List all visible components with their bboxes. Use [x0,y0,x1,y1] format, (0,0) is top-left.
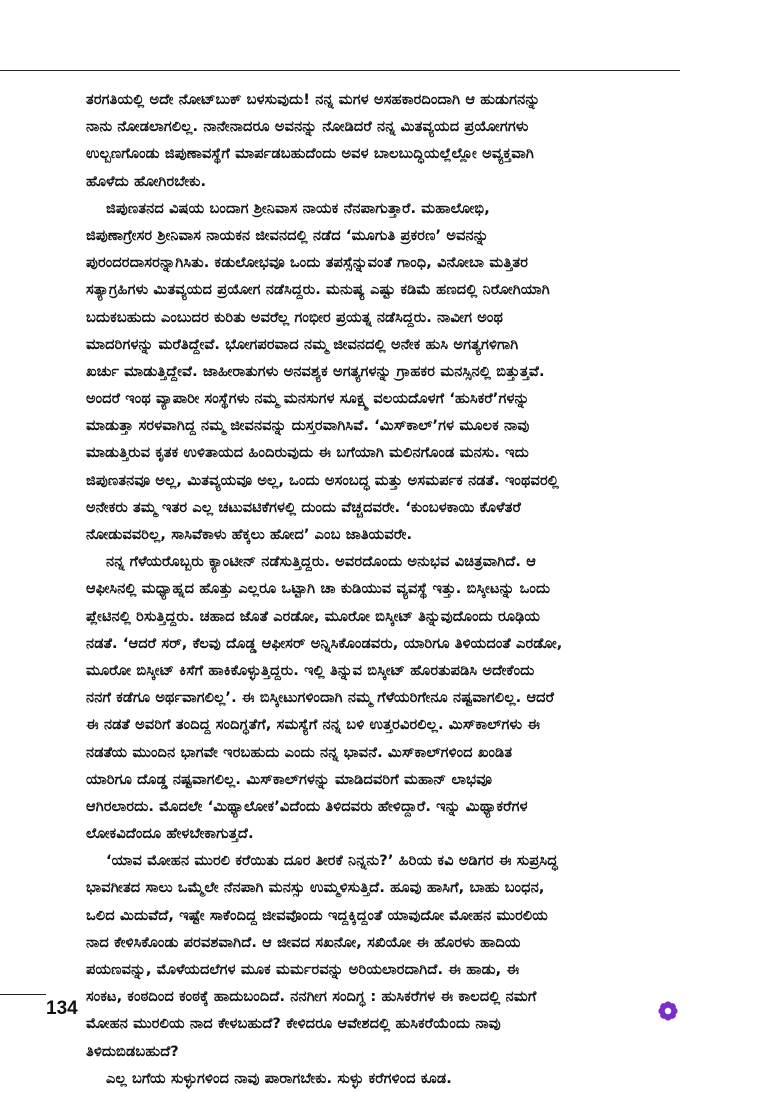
text-line: ನಡತೆ. ‘ಆದರೆ ಸರ್, ಕೆಲವು ದೊಡ್ಡ ಆಫೀಸರ್ ಅನ್ನಿಸಿಕೊಂಡವರು, ಯಾರಿಗೂ ತಿಳಿಯದಂತೆ ಎರಡೋ, [86,634,563,652]
paragraph [86,548,676,847]
text-line: ಉಲ್ಬಣಗೊಂಡು ಜಿಪುಣಾವಸ್ಥೆಗೆ ಮಾರ್ಪಡಬಹುದೆಂದು ಅವಳ ಬಾಲಬುದ್ಧಿಯಲ್ಲೆಲ್ಲೋ ಅವ್ಯಕ್ತವಾಗಿ [86,145,534,163]
text-line: ಪುರಂದರದಾಸರನ್ನಾಗಿಸಿತು. ಕಡುಲೋಭವೂ ಒಂದು ತಪಸ್ಸೆನ್ನುವಂತೆ ಗಾಂಧಿ, ವಿನೋಬಾ ಮತ್ತಿತರ [86,254,529,272]
text-line: ಅನೇಕರು ತಮ್ಮ ಇತರ ಎಲ್ಲ ಚಟುವಟಿಕೆಗಳಲ್ಲಿ ದುಂದು ವೆಚ್ಚದವರೇ. ‘ಕುಂಬಳಕಾಯಿ ಕೊಳೆತರೆ [86,498,521,516]
paragraph [86,847,676,1065]
text-line: ಜಿಪುಣತನದ ವಿಷಯ ಬಂದಾಗ ಶ್ರೀನಿವಾಸ ನಾಯಕ ನೆನಪಾಗುತ್ತಾರೆ. ಮಹಾಲೋಭಿ, [106,199,490,217]
footer-rule [0,994,46,995]
text-line: ಯಾರಿಗೂ ದೊಡ್ಡ ನಷ್ಟವಾಗಲಿಲ್ಲ. ಮಿಸ್‌ಕಾಲ್‌ಗಳನ್ನು ಮಾಡಿದವರಿಗೆ ಮಹಾನ್ ಲಾಭವೂ [86,770,493,788]
text-line: ಈ ನಡತೆ ಅವರಿಗೆ ತಂದಿದ್ದ ಸಂದಿಗ್ಧತೆಗೆ, ಸಮಸ್ಯೆಗೆ ನನ್ನ ಬಳಿ ಉತ್ತರವಿರಲಿಲ್ಲ. ಮಿಸ್‌ಕಾಲ್‌ಗಳು ಈ [86,716,541,734]
text-line: ಎಲ್ಲ ಬಗೆಯ ಸುಳ್ಳುಗಳಿಂದ ನಾವು ಪಾರಾಗಬೇಕು. ಸುಳ್ಳು ಕರೆಗಳಿಂದ ಕೂಡ. [106,1069,452,1087]
text-line: ಭಾವಗೀತದ ಸಾಲು ಒಮ್ಮೆಲೇ ನೆನಪಾಗಿ ಮನಸ್ಸು ಉಮ್ಮಳಿಸುತ್ತಿದೆ. ಹೂವು ಹಾಸಿಗೆ, ಬಾಹು ಬಂಧನ, [86,879,545,897]
text-line: ತರಗತಿಯಲ್ಲಿ ಅದೇ ನೋಟ್‌ಬುಕ್ ಬಳಸುವುದು! ನನ್ನ ಮಗಳ ಅಸಹಕಾರದಿಂದಾಗಿ ಆ ಹುಡುಗನನ್ನು [86,91,541,108]
text-line: ಮೂರೋ ಬಿಸ್ಕೀಟ್ ಕಿಸೆಗೆ ಹಾಕಿಕೊಳ್ಳುತ್ತಿದ್ದರು. ಇಲ್ಲಿ ತಿನ್ನುವ ಬಿಸ್ಕೀಟ್ ಹೊರತುಪಡಿಸಿ ಅದೇಕೆಂದು [86,661,535,679]
header-rule [0,70,680,71]
paragraph [86,1065,676,1092]
text-line: ನೋಡುವವರಿಲ್ಲ, ಸಾಸಿವೆಕಾಳು ಹೆಕ್ಕಲು ಹೋದ’ ಎಂಬ ಜಾತಿಯವರೇ. [86,526,413,543]
text-line: ನಡತೆಯ ಮುಂದಿನ ಭಾಗವೇ ಇರಬಹುದು ಎಂದು ನನ್ನ ಭಾವನೆ. ಮಿಸ್‌ಕಾಲ್‌ಗಳಿಂದ ಖಂಡಿತ [86,743,513,761]
text-line: ಜಿಪುಣಾಗ್ರೇಸರ ಶ್ರೀನಿವಾಸ ನಾಯಕನ ಜೀವನದಲ್ಲಿ ನಡೆದ ‘ಮೂಗುತಿ ಪ್ರಕರಣ’ ಅವನನ್ನು [86,226,489,244]
text-line: ನನಗೆ ಕಡೆಗೂ ಅರ್ಥವಾಗಲಿಲ್ಲ’. ಈ ಬಿಸ್ಕೀಟುಗಳಿಂದಾಗಿ ನಮ್ಮ ಗೆಳೆಯರಿಗೇನೂ ನಷ್ಟವಾಗಲಿಲ್ಲ. ಆದರೆ [86,689,555,707]
text-line: ಮಾದರಿಗಳನ್ನು ಮರೆತಿದ್ದೇವೆ. ಭೋಗಪರವಾದ ನಮ್ಮ ಜೀವನದಲ್ಲಿ ಅನೇಕ ಹುಸಿ ಅಗತ್ಯಗಳಿಗಾಗಿ [86,335,519,353]
page-number: 134 [46,998,78,1019]
text-line: ಮಾಡುತ್ತಾ ಸರಳವಾಗಿದ್ದ ನಮ್ಮ ಜೀವನವನ್ನು ದುಸ್ತರವಾಗಿಸಿವೆ. ‘ಮಿಸ್‌ಕಾಲ್’ಗಳ ಮೂಲಕ ನಾವು [86,417,530,435]
article-body [86,86,676,1092]
text-line: ಒಲಿದ ಮಿದುವೆದೆ, ಇಷ್ಟೇ ಸಾಕೆಂದಿದ್ದ ಜೀವವೊಂದು ಇದ್ದಕ್ಕಿದ್ದಂತೆ ಯಾವುದೋ ಮೋಹನ ಮುರಲಿಯ [86,906,549,924]
text-line: ನನ್ನ ಗೆಳೆಯರೊಬ್ಬರು ಕ್ಯಾಂಟೀನ್ ನಡೆಸುತ್ತಿದ್ದರು. ಅವರದೊಂದು ಅನುಭವ ವಿಚಿತ್ರವಾಗಿದೆ. ಆ [106,553,536,571]
text-line: ಪ್ಲೇಟಿನಲ್ಲಿ ರಿಸುತ್ತಿದ್ದರು. ಚಹಾದ ಜೊತೆ ಎರಡೋ, ಮೂರೋ ಬಿಸ್ಕೀಟ್ ತಿನ್ನುವುದೊಂದು ರೂಢಿಯ [86,607,541,625]
text-line: ಸತ್ಯಾಗ್ರಹಿಗಳು ಮಿತವ್ಯಯದ ಪ್ರಯೋಗ ನಡೆಸಿದ್ದರು. ಮನುಷ್ಯ ಎಷ್ಟು ಕಡಿಮೆ ಹಣದಲ್ಲಿ ನಿರೋಗಿಯಾಗಿ [86,281,550,299]
text-line: ಖರ್ಚು ಮಾಡುತ್ತಿದ್ದೇವೆ. ಜಾಹೀರಾತುಗಳು ಅನವಶ್ಯಕ ಅಗತ್ಯಗಳನ್ನು ಗ್ರಾಹಕರ ಮನಸ್ಸಿನಲ್ಲಿ ಬಿತ್ತುತ್ತವೆ. [86,362,545,380]
text-line: ತಿಳಿದುಬಿಡಬಹುದೆ? [86,1042,179,1060]
text-line: ಹೊಳೆದು ಹೋಗಿರಬೇಕು. [86,172,207,190]
paragraph [86,86,676,195]
text-line: ಅಂದರೆ ಇಂಥ ವ್ಯಾಪಾರೀ ಸಂಸ್ಥೆಗಳು ನಮ್ಮ ಮನಸುಗಳ ಸೂಕ್ಷ್ಮ ವಲಯದೊಳಗೆ ‘ಹುಸಿಕರೆ’ಗಳನ್ನು [86,390,530,408]
text-line: ಜಿಪುಣತನವೂ ಅಲ್ಲ, ಮಿತವ್ಯಯವೂ ಅಲ್ಲ, ಒಂದು ಅಸಂಬದ್ಧ ಮತ್ತು ಅಸಮರ್ಪಕ ನಡತೆ. ಇಂಥವರಲ್ಲಿ [86,471,559,489]
text-line: ಆಗಿರಲಾರದು. ಮೊದಲೇ ‘ಮಿಥ್ಯಾಲೋಕ’ವಿದೆಂದು ತಿಳಿದವರು ಹೇಳಿದ್ದಾರೆ. ಇನ್ನು ಮಿಥ್ಯಾಕರೆಗಳ [86,797,528,815]
text-line: ಪಯಣವನ್ನು, ಮೊಳೆಯದಲೆಗಳ ಮೂಕ ಮರ್ಮರವನ್ನು ಅರಿಯಲಾರದಾಗಿದೆ. ಈ ಹಾಡು, ಈ [86,961,520,978]
text-line: ಮೋಹನ ಮುರಲಿಯ ನಾದ ಕೇಳಬಹುದೆ? ಕೇಳಿದರೂ ಆವೇಶದಲ್ಲಿ ಹುಸಿಕರೆಯೆಂದು ನಾವು [86,1015,501,1033]
text-line: ‘ಯಾವ ಮೋಹನ ಮುರಲಿ ಕರೆಯಿತು ದೂರ ತೀರಕೆ ನಿನ್ನನು?’ ಹಿರಿಯ ಕವಿ ಅಡಿಗರ ಈ ಸುಪ್ರಸಿದ್ಧ [106,852,558,870]
text-line: ಮಾಡುತ್ತಿರುವ ಕೃತಕ ಉಳಿತಾಯದ ಹಿಂದಿರುವುದು ಈ ಬಗೆಯಾಗಿ ಮಲಿನಗೊಂಡ ಮನಸು. ಇದು [86,444,529,462]
text-line: ನಾದ ಕೇಳಿಸಿಕೊಂಡು ಪರವಶವಾಗಿದೆ. ಆ ಜೀವದ ಸಖನೋ, ಸಖಿಯೋ ಈ ಹೊರಳು ಹಾದಿಯ [86,933,521,951]
flower-icon [656,1000,680,1022]
paragraph [86,195,676,548]
text-line: ಬದುಕಬಹುದು ಎಂಬುದರ ಕುರಿತು ಅವರೆಲ್ಲ ಗಂಭೀರ ಪ್ರಯತ್ನ ನಡೆಸಿದ್ದರು. ನಾವೀಗ ಅಂಥ [86,308,503,326]
text-line: ನಾನು ನೋಡಲಾಗಲಿಲ್ಲ. ನಾನೇನಾದರೂ ಅವನನ್ನು ನೋಡಿದರೆ ನನ್ನ ಮಿತವ್ಯಯದ ಪ್ರಯೋಗಗಳು [86,118,529,136]
text-line: ಆಫೀಸಿನಲ್ಲಿ ಮಧ್ಯಾಹ್ನದ ಹೊತ್ತು ಎಲ್ಲರೂ ಒಟ್ಟಾಗಿ ಚಾ ಕುಡಿಯುವ ವ್ಯವಸ್ಥೆ ಇತ್ತು. ಬಿಸ್ಕೀಟನ್ನು ಒಂದು [86,580,551,598]
text-line: ಲೋಕವಿದೆಂದೂ ಹೇಳಬೇಕಾಗುತ್ತದೆ. [86,825,254,843]
text-line: ಸಂಕಟ, ಕಂಠದಿಂದ ಕಂಠಕ್ಕೆ ಹಾದುಬಂದಿದೆ. ನನಗೀಗ ಸಂದಿಗ್ಧ : ಹುಸಿಕರೆಗಳ ಈ ಕಾಲದಲ್ಲಿ ನಮಗೆ [86,988,537,1006]
